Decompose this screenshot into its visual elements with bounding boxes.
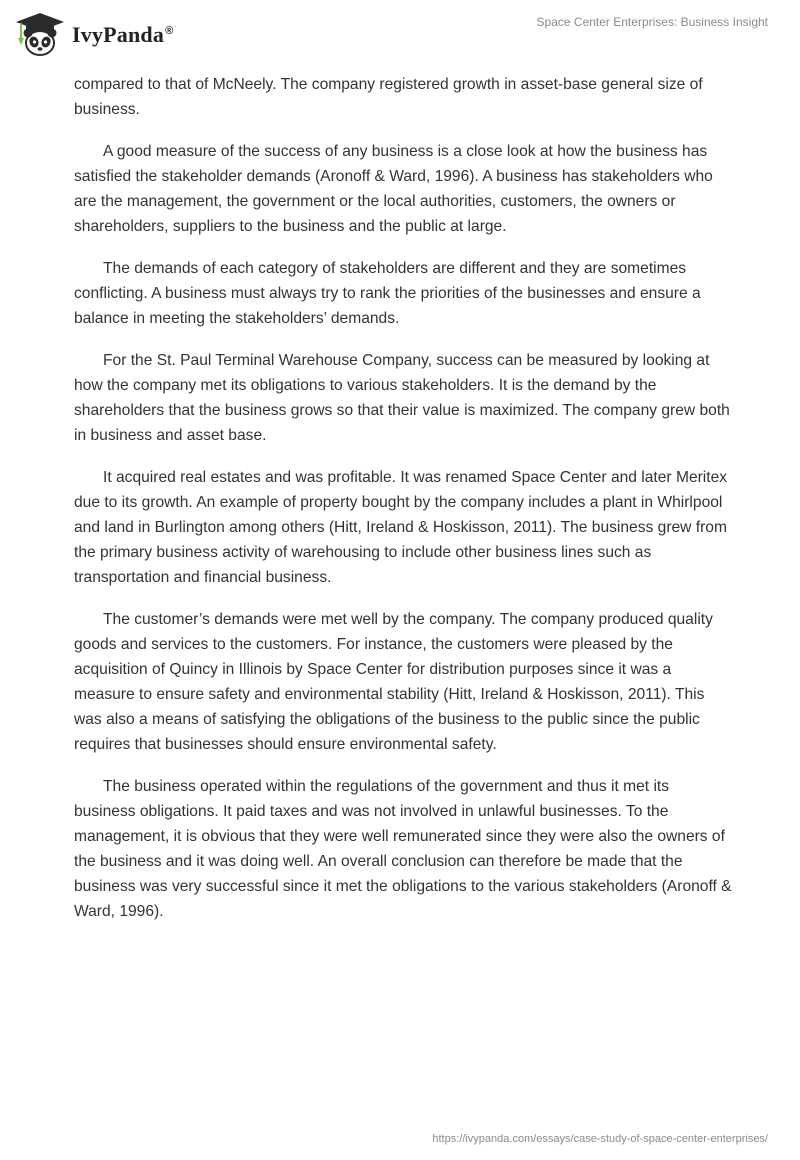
paragraph: It acquired real estates and was profitable. It was renamed Space Center and later Meritex due to its growth. An example of property bought by the company includes a plant in Whirlpool and land in Burlington among others (Hitt, Ireland & Hoskisson, 2011). The business grew from the primary business activity of warehousing to include other business lines such as transportation and financial business.: [74, 469, 728, 586]
logo-wordmark: IvyPanda®: [72, 22, 174, 47]
paragraph: For the St. Paul Terminal Warehouse Company, success can be measured by looking at how the company met its obligations to various stakeholders. It is the demand by the shareholders that the business grows so that their value is maximized. The company grew both in business and asset base.: [74, 352, 730, 444]
source-url-link[interactable]: https://ivypanda.com/essays/case-study-of-space-center-enterprises/: [432, 1133, 768, 1145]
paragraph: The demands of each category of stakeholders are different and they are sometimes conflicting. A business must always try to rank the priorities of the businesses and ensure a balance in meeting the stakeholders’ demands.: [74, 260, 701, 327]
paragraph: The business operated within the regulations of the government and thus it met its business obligations. It paid taxes and was not involved in unlawful businesses. To the management, it is obvious that they were well remunerated since they were also the owners of the business and it was doing well. An overall conclusion can therefore be made that the business was very successful since it met the obligations to the various stakeholders (Aronoff & Ward, 1996).: [74, 778, 732, 920]
paragraph: The customer’s demands were met well by the company. The company produced quality goods and services to the customers. For instance, the customers were pleased by the acquisition of Quincy in Illinois by Space Center for distribution purposes since it was a measure to ensure safety and environmental stability (Hitt, Ireland & Hoskisson, 2011). This was also a means of satisfying the obligations of the business to the public since the public requires that businesses should ensure environmental safety.: [74, 611, 713, 753]
paragraph: A good measure of the success of any business is a close look at how the business has satisfied the stakeholder demands (Aronoff & Ward, 1996). A business has stakeholders who are the management, the government or the local authorities, customers, the owners or shareholders, suppliers to the business and the public at large.: [74, 143, 713, 235]
ivypanda-logo[interactable]: [14, 10, 173, 60]
page-header: [0, 0, 800, 70]
paragraph-continuation: compared to that of McNeely. The company registered growth in asset-base general size of business.: [74, 76, 703, 118]
essay-body: [74, 72, 734, 941]
document-header-title: Space Center Enterprises: Business Insight: [536, 15, 768, 29]
panda-graduation-cap-icon: [14, 12, 66, 58]
